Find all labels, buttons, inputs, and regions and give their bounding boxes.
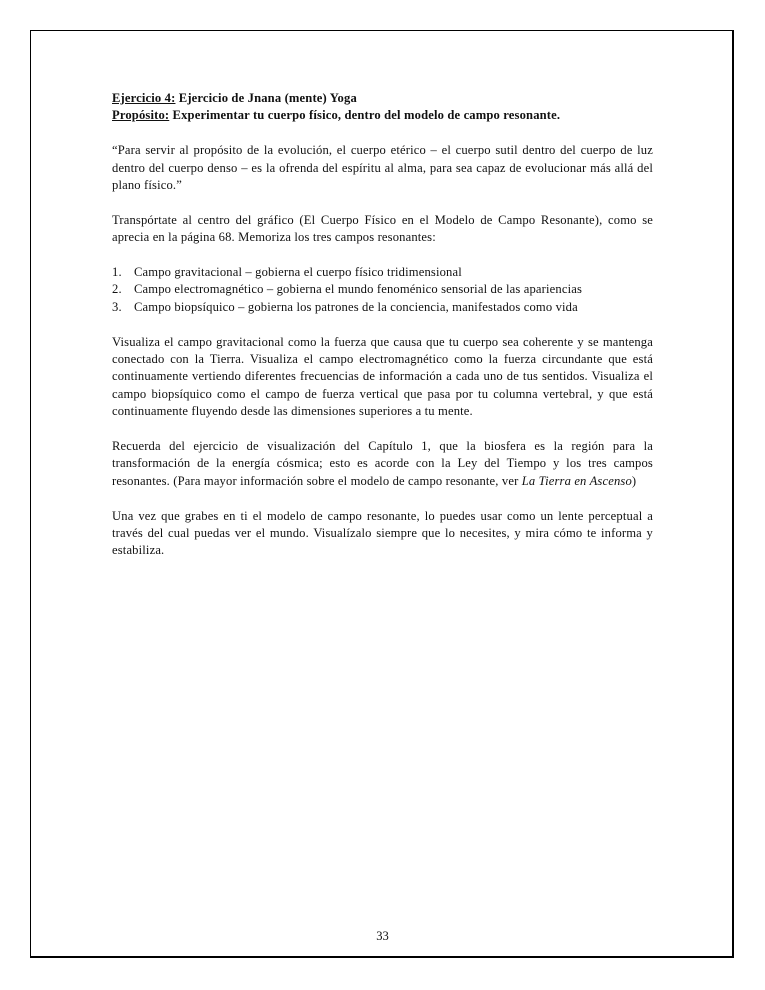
list-item — [112, 299, 653, 316]
book-title: La Tierra en Ascenso — [521, 473, 632, 488]
exercise-heading — [112, 90, 653, 107]
document-body — [112, 90, 653, 577]
list-item-text: Campo gravitacional – gobierna el cuerpo físico tridimensional — [134, 265, 462, 280]
visualize-paragraph: Visualiza el campo gravitacional como la fuerza que causa que tu cuerpo sea coherente y se mantenga conectado con la Tierra. Visualiza el campo electromagnético como la fuerza circundante que está continuamente vertiendo diferentes frecuencias de información a cada uno de tus sentidos. Visualiza el campo biopsíquico como el campo de fuerza vertical que pasa por tu columna vertebral, y que está continuamente fluyendo desde las dimensiones superiores a tu mente. — [112, 334, 653, 419]
list-item — [112, 281, 653, 298]
list-item-number: 1. — [112, 265, 122, 280]
spacer — [112, 125, 653, 142]
page-number: 33 — [376, 929, 389, 943]
exercise-label: Ejercicio 4: — [112, 91, 176, 105]
purpose-heading — [112, 107, 653, 124]
list-item-number: 3. — [112, 299, 122, 314]
list-item-text: Campo electromagnético – gobierna el mundo fenoménico sensorial de las apariencias — [134, 282, 583, 297]
intro-paragraph: Transpórtate al centro del gráfico (El Cuerpo Físico en el Modelo de Campo Resonante), como se aprecia en la página 68. Memoriza los tres campos resonantes: — [112, 212, 653, 245]
list-item-text: Campo biopsíquico – gobierna los patrones de la conciencia, manifestados como vida — [134, 299, 578, 314]
list-item — [112, 264, 653, 281]
remember-paragraph — [112, 438, 653, 490]
quote-paragraph: “Para servir al propósito de la evolución, el cuerpo etérico – el cuerpo sutil dentro del cuerpo de luz dentro del cuerpo denso – es la ofrenda del espíritu al alma, para sea capaz de evolucionar más allá del plano físico.” — [112, 143, 653, 193]
remember-text: Recuerda del ejercicio de visualización del Capítulo 1, que la biosfera es la región para la transformación de la energía cósmica; esto es acorde con la Ley del Tiempo y los tres campos resonantes. (Para mayor información sobre el modelo de campo resonante, ver — [112, 439, 653, 488]
list-item-number: 2. — [112, 282, 122, 297]
purpose-label: Propósito: — [112, 108, 170, 123]
purpose-text: Experimentar tu cuerpo físico, dentro del modelo de campo resonante. — [169, 108, 561, 123]
exercise-title: Ejercicio de Jnana (mente) Yoga — [175, 91, 357, 105]
closing-paragraph: Una vez que grabes en ti el modelo de campo resonante, lo puedes usar como un lente perceptual a través del cual puedas ver el mundo. Visualízalo siempre que lo necesites, y mira cómo te informa y estabiliza. — [112, 508, 653, 558]
remember-end: ) — [631, 473, 637, 488]
resonant-fields-list — [112, 264, 653, 316]
